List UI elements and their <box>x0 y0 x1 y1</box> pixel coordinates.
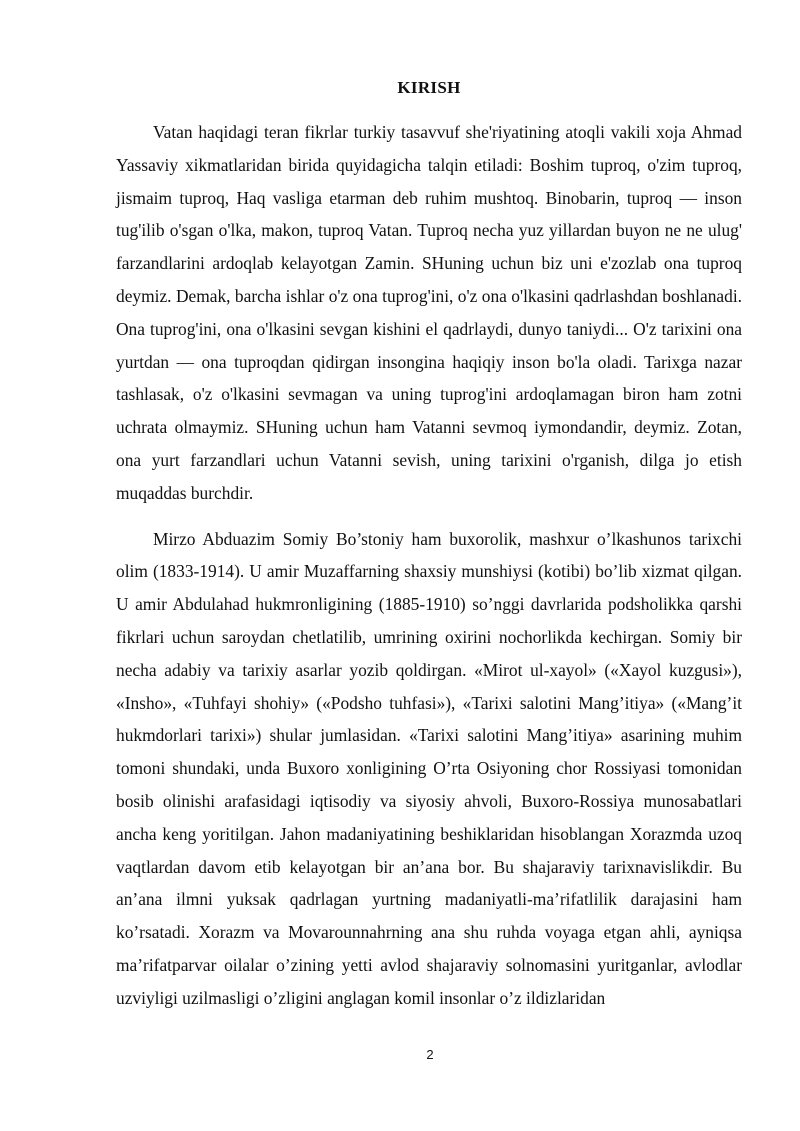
document-page <box>116 72 742 1015</box>
page-number: 2 <box>426 1047 434 1062</box>
paragraph-somiy: Mirzo Abduazim Somiy Bo’stoniy ham buxorolik, mashxur o’lkashunos tarixchi olim (1833-1914). U amir Muzaffarning shaxsiy munshiysi (kotibi) bo’lib xizmat qilgan. U amir Abdulahad hukmronligining (1885-1910) so’nggi davrlarida podsholikka qarshi fikrlari uchun saroydan chetlatilib, umrining oxirini nochorlikda kechirgan. Somiy bir necha adabiy va tarixiy asarlar yozib qoldirgan. «Mirot ul-xayol» («Xayol kuzgusi»), «Insho», «Tuhfayi shohiy» («Podsho tuhfasi»), «Tarixi salotini Mang’itiya» («Mang’it hukmdorlari tarixi») shular jumlasidan. «Tarixi salotini Mang’itiya» asarining muhim tomoni shundaki, unda Buxoro xonligining O’rta Osiyoning chor Rossiyasi tomonidan bosib olinishi arafasidagi iqtisodiy va siyosiy ahvoli, Buxoro-Rossiya munosabatlari ancha keng yoritilgan. Jahon madaniyatining beshiklaridan hisoblangan Xorazmda uzoq vaqtlardan davom etib kelayotgan bir an’ana bor. Bu shajaraviy tarixnavislikdir. Bu an’ana ilmni yuksak qadrlagan yurtning madaniyatli-ma’rifatlilik darajasini ham ko’rsatadi. Xorazm va Movarounnahrning ana shu ruhda voyaga etgan ahli, ayniqsa ma’rifatparvar oilalar o’zining yetti avlod shajaraviy solnomasini yuritganlar, avlodlar uzviyligi uzilmasligi o’zligini anglagan komil insonlar o’z ildizlaridan <box>116 528 742 1008</box>
paragraph-vatan: Vatan haqidagi teran fikrlar turkiy tasavvuf she'riyatining atoqli vakili xoja Ahmad Yassaviy xikmatlaridan birida quyidagicha talqin etiladi: Boshim tuproq, o'zim tuproq, jismaim tuproq, Haq vasliga etarman deb ruhim mushtoq. Binobarin, tuproq — inson tug'ilib o'sgan o'lka, makon, tuproq Vatan. Tuproq necha yuz yillardan buyon ne ne ulug' farzandlarini ardoqlab kelayotgan Zamin. SHuning uchun biz uni e'zozlab ona tuproq deymiz. Demak, barcha ishlar o'z ona tuprog'ini, o'z ona o'lkasini qadrlashdan boshlanadi. Ona tuprog'ini, ona o'lkasini sevgan kishini el qadrlaydi, dunyo taniydi... O'z tarixini ona yurtdan — ona tuproqdan qidirgan insongina haqiqiy inson bo'la oladi. Tarixga nazar tashlasak, o'z o'lkasini sevmagan va uning tuprog'ini ardoqlamagan biron ham zotni uchrata olmaymiz. SHuning uchun ham Vatanni sevmoq iymondandir, deymiz. Zotan, ona yurt farzandlari uchun Vatanni sevish, uning tarixini o'rganish, dilga jo etish muqaddas burchdir. <box>116 122 742 503</box>
page-title: KIRISH <box>397 78 461 97</box>
